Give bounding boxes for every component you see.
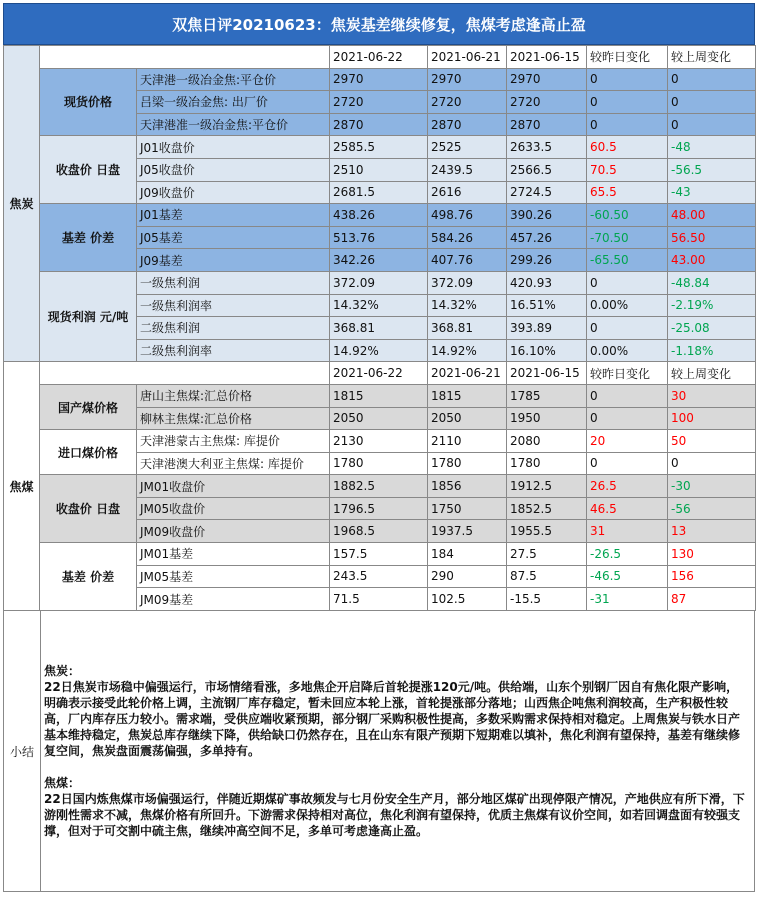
- value-cell: 393.89: [507, 317, 587, 340]
- change-day-cell: -70.50: [587, 226, 668, 249]
- summary-section: [3, 610, 755, 892]
- change-day-cell: 70.5: [587, 158, 668, 181]
- header-blank: [40, 46, 330, 69]
- row-name: 天津港准一级冶金焦:平仓价: [137, 113, 330, 136]
- header-cell: 较昨日变化: [587, 46, 668, 69]
- group-label: 基差 价差: [40, 204, 137, 272]
- value-cell: 1780: [330, 452, 428, 475]
- value-cell: 2050: [330, 407, 428, 430]
- change-day-cell: 0: [587, 384, 668, 407]
- value-cell: 2050: [428, 407, 507, 430]
- value-cell: 457.26: [507, 226, 587, 249]
- change-week-cell: 130: [668, 543, 756, 566]
- value-cell: 2130: [330, 430, 428, 453]
- value-cell: 2525: [428, 136, 507, 159]
- value-cell: 27.5: [507, 543, 587, 566]
- change-day-cell: 0: [587, 68, 668, 91]
- data-table: [3, 45, 756, 611]
- row-name: J09基差: [137, 249, 330, 272]
- row-name: JM05收盘价: [137, 497, 330, 520]
- header-cell: 2021-06-15: [507, 362, 587, 385]
- row-name: J05基差: [137, 226, 330, 249]
- row-name: J05收盘价: [137, 158, 330, 181]
- value-cell: 2720: [428, 91, 507, 114]
- coke-summary-body: 22日焦炭市场稳中偏强运行，市场情绪看涨，多地焦企开启降后首轮提涨120元/吨。供给端，山东个别钢厂因自有焦化限产影响，明确表示接受此轮价格上调，主流钢厂库存稳定，暂未回应本轮上涨，首轮提涨部分落地；山西焦企吨焦利润较高，生产积极性较高，厂内库存压力较小。需求端，受供应端收紧预期，部分钢厂采购积极性提高，多数采购需求保持相对稳定。上周焦炭与铁水日产基本维持稳定，焦炭总库存继续下降，供给缺口仍然存在，且在山东有限产预期下短期难以填补，焦化利润有望保持，基差有继续修复空间，焦炭盘面震荡偏强，多单持有。: [44, 680, 741, 758]
- header-cell: 2021-06-22: [330, 362, 428, 385]
- value-cell: 87.5: [507, 565, 587, 588]
- table-row: [4, 136, 756, 159]
- change-week-cell: 0: [668, 113, 756, 136]
- value-cell: 2681.5: [330, 181, 428, 204]
- value-cell: 1882.5: [330, 475, 428, 498]
- change-week-cell: 156: [668, 565, 756, 588]
- value-cell: 498.76: [428, 204, 507, 227]
- summary-label: 小结: [4, 611, 41, 891]
- value-cell: 420.93: [507, 271, 587, 294]
- value-cell: 1955.5: [507, 520, 587, 543]
- value-cell: 14.32%: [428, 294, 507, 317]
- value-cell: 1796.5: [330, 497, 428, 520]
- coke-summary-title: 焦炭：: [44, 664, 81, 678]
- header-cell: 2021-06-21: [428, 46, 507, 69]
- value-cell: 2724.5: [507, 181, 587, 204]
- category-coal: 焦煤: [4, 362, 40, 611]
- change-week-cell: 87: [668, 588, 756, 611]
- change-day-cell: 60.5: [587, 136, 668, 159]
- table-row: [4, 384, 756, 407]
- value-cell: 102.5: [428, 588, 507, 611]
- value-cell: 1950: [507, 407, 587, 430]
- change-week-cell: -43: [668, 181, 756, 204]
- change-week-cell: -30: [668, 475, 756, 498]
- change-week-cell: 0: [668, 68, 756, 91]
- row-name: 一级焦利润率: [137, 294, 330, 317]
- change-week-cell: -48.84: [668, 271, 756, 294]
- change-week-cell: 0: [668, 91, 756, 114]
- change-week-cell: 0: [668, 452, 756, 475]
- table-row: [4, 68, 756, 91]
- table-row: [4, 204, 756, 227]
- value-cell: 290: [428, 565, 507, 588]
- row-name: JM01基差: [137, 543, 330, 566]
- change-day-cell: -26.5: [587, 543, 668, 566]
- header-cell: 2021-06-21: [428, 362, 507, 385]
- row-name: 天津港一级冶金焦:平仓价: [137, 68, 330, 91]
- change-week-cell: 30: [668, 384, 756, 407]
- change-day-cell: 0: [587, 452, 668, 475]
- value-cell: 407.76: [428, 249, 507, 272]
- value-cell: 342.26: [330, 249, 428, 272]
- value-cell: 14.92%: [330, 339, 428, 362]
- row-name: 二级焦利润: [137, 317, 330, 340]
- row-name: JM09收盘价: [137, 520, 330, 543]
- group-label: 国产煤价格: [40, 384, 137, 429]
- table-row: [4, 475, 756, 498]
- value-cell: 390.26: [507, 204, 587, 227]
- group-label: 进口煤价格: [40, 430, 137, 475]
- value-cell: 438.26: [330, 204, 428, 227]
- group-label: 收盘价 日盘: [40, 475, 137, 543]
- row-name: JM09基差: [137, 588, 330, 611]
- row-name: J09收盘价: [137, 181, 330, 204]
- value-cell: 1937.5: [428, 520, 507, 543]
- value-cell: 14.32%: [330, 294, 428, 317]
- header-row: [4, 46, 756, 69]
- report-title: 双焦日评20210623：焦炭基差继续修复，焦煤考虑逢高止盈: [3, 3, 755, 45]
- change-day-cell: -31: [587, 588, 668, 611]
- value-cell: 2870: [428, 113, 507, 136]
- change-week-cell: -48: [668, 136, 756, 159]
- change-day-cell: 26.5: [587, 475, 668, 498]
- coal-summary-body: 22日国内炼焦煤市场偏强运行，伴随近期煤矿事故频发与七月份安全生产月，部分地区煤矿出现停限产情况，产地供应有所下滑，下游刚性需求不减，焦煤价格有所回升。下游需求保持相对高位，焦化利润有望保持，优质主焦煤有议价空间，如若回调盘面有较强支撑，但对于可交割中硫主焦，继续冲高空间不足，多单可考虑逢高止盈。: [44, 792, 745, 838]
- summary-text: [44, 663, 750, 839]
- table-row: [4, 543, 756, 566]
- change-week-cell: -1.18%: [668, 339, 756, 362]
- value-cell: 368.81: [330, 317, 428, 340]
- value-cell: -15.5: [507, 588, 587, 611]
- value-cell: 2439.5: [428, 158, 507, 181]
- value-cell: 2720: [507, 91, 587, 114]
- value-cell: 513.76: [330, 226, 428, 249]
- change-week-cell: 56.50: [668, 226, 756, 249]
- change-week-cell: 50: [668, 430, 756, 453]
- row-name: 唐山主焦煤:汇总价格: [137, 384, 330, 407]
- change-week-cell: -56.5: [668, 158, 756, 181]
- value-cell: 1815: [428, 384, 507, 407]
- row-name: 二级焦利润率: [137, 339, 330, 362]
- value-cell: 1856: [428, 475, 507, 498]
- group-label: 现货利润 元/吨: [40, 271, 137, 361]
- change-day-cell: 0.00%: [587, 294, 668, 317]
- value-cell: 16.10%: [507, 339, 587, 362]
- value-cell: 2080: [507, 430, 587, 453]
- table-row: [4, 271, 756, 294]
- change-day-cell: -65.50: [587, 249, 668, 272]
- value-cell: 16.51%: [507, 294, 587, 317]
- value-cell: 1785: [507, 384, 587, 407]
- category-coke: 焦炭: [4, 46, 40, 362]
- value-cell: 2870: [330, 113, 428, 136]
- value-cell: 1815: [330, 384, 428, 407]
- value-cell: 14.92%: [428, 339, 507, 362]
- change-week-cell: -56: [668, 497, 756, 520]
- value-cell: 243.5: [330, 565, 428, 588]
- header-cell: 较昨日变化: [587, 362, 668, 385]
- table-row: [4, 430, 756, 453]
- value-cell: 157.5: [330, 543, 428, 566]
- value-cell: 2970: [428, 68, 507, 91]
- change-week-cell: -2.19%: [668, 294, 756, 317]
- change-week-cell: 100: [668, 407, 756, 430]
- change-day-cell: 0.00%: [587, 339, 668, 362]
- change-week-cell: 48.00: [668, 204, 756, 227]
- header-cell: 2021-06-22: [330, 46, 428, 69]
- group-label: 收盘价 日盘: [40, 136, 137, 204]
- value-cell: 2566.5: [507, 158, 587, 181]
- value-cell: 368.81: [428, 317, 507, 340]
- row-name: J01收盘价: [137, 136, 330, 159]
- value-cell: 1780: [428, 452, 507, 475]
- change-day-cell: 0: [587, 91, 668, 114]
- value-cell: 2110: [428, 430, 507, 453]
- header-cell: 较上周变化: [668, 362, 756, 385]
- value-cell: 1750: [428, 497, 507, 520]
- value-cell: 2616: [428, 181, 507, 204]
- value-cell: 584.26: [428, 226, 507, 249]
- value-cell: 2585.5: [330, 136, 428, 159]
- value-cell: 2633.5: [507, 136, 587, 159]
- value-cell: 2510: [330, 158, 428, 181]
- header-blank: [40, 362, 330, 385]
- change-day-cell: 0: [587, 407, 668, 430]
- row-name: J01基差: [137, 204, 330, 227]
- group-label: 现货价格: [40, 68, 137, 136]
- change-week-cell: -25.08: [668, 317, 756, 340]
- change-day-cell: 31: [587, 520, 668, 543]
- row-name: JM05基差: [137, 565, 330, 588]
- change-day-cell: 0: [587, 271, 668, 294]
- value-cell: 299.26: [507, 249, 587, 272]
- change-day-cell: 0: [587, 113, 668, 136]
- change-day-cell: 65.5: [587, 181, 668, 204]
- group-label: 基差 价差: [40, 543, 137, 611]
- change-day-cell: 0: [587, 317, 668, 340]
- row-name: 吕梁一级冶金焦: 出厂价: [137, 91, 330, 114]
- value-cell: 372.09: [428, 271, 507, 294]
- value-cell: 71.5: [330, 588, 428, 611]
- value-cell: 2970: [330, 68, 428, 91]
- row-name: 天津港蒙古主焦煤: 库提价: [137, 430, 330, 453]
- value-cell: 184: [428, 543, 507, 566]
- value-cell: 1912.5: [507, 475, 587, 498]
- change-week-cell: 13: [668, 520, 756, 543]
- row-name: 柳林主焦煤:汇总价格: [137, 407, 330, 430]
- value-cell: 1780: [507, 452, 587, 475]
- change-week-cell: 43.00: [668, 249, 756, 272]
- value-cell: 2720: [330, 91, 428, 114]
- header-cell: 2021-06-15: [507, 46, 587, 69]
- change-day-cell: 20: [587, 430, 668, 453]
- change-day-cell: 46.5: [587, 497, 668, 520]
- value-cell: 2970: [507, 68, 587, 91]
- row-name: 一级焦利润: [137, 271, 330, 294]
- header-cell: 较上周变化: [668, 46, 756, 69]
- value-cell: 1968.5: [330, 520, 428, 543]
- value-cell: 372.09: [330, 271, 428, 294]
- row-name: 天津港澳大利亚主焦煤: 库提价: [137, 452, 330, 475]
- change-day-cell: -60.50: [587, 204, 668, 227]
- row-name: JM01收盘价: [137, 475, 330, 498]
- coal-summary-title: 焦煤：: [44, 776, 81, 790]
- header-row: [4, 362, 756, 385]
- value-cell: 1852.5: [507, 497, 587, 520]
- value-cell: 2870: [507, 113, 587, 136]
- change-day-cell: -46.5: [587, 565, 668, 588]
